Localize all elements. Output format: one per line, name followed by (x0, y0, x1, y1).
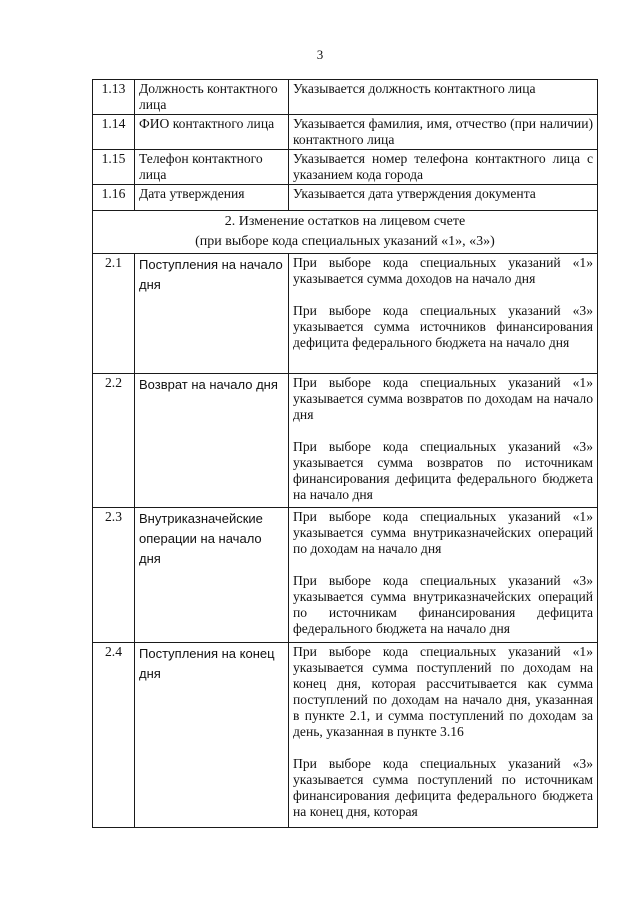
description-paragraph: При выборе кода специальных указаний «3» указывается сумма внутриказначейских операций по источникам финансирования дефицита федерального бюджета на начало дня (293, 573, 593, 636)
field-description (289, 643, 598, 828)
table-row (93, 374, 598, 508)
row-number: 1.16 (93, 185, 135, 211)
description-paragraph: При выборе кода специальных указаний «3» указывается сумма поступлений по источникам финансирования дефицита федерального бюджета на конец дня, которая (293, 756, 593, 819)
field-description: Указывается фамилия, имя, отчество (при наличии) контактного лица (289, 115, 598, 150)
field-name: Должность контактного лица (135, 80, 289, 115)
row-number: 2.3 (93, 508, 135, 643)
field-name: Внутриказначейские операции на начало дня (135, 508, 289, 643)
field-description (289, 374, 598, 508)
section-subtitle: (при выборе кода специальных указаний «1», «3») (195, 234, 495, 249)
row-number: 1.15 (93, 150, 135, 185)
field-name: Поступления на конец дня (135, 643, 289, 828)
table-row (93, 150, 598, 185)
field-description (289, 508, 598, 643)
description-paragraph: При выборе кода специальных указаний «1» указывается сумма возвратов по доходам на начало дня (293, 375, 593, 422)
table-row (93, 185, 598, 211)
section-heading (93, 211, 598, 254)
specification-table (92, 79, 598, 828)
field-name: Возврат на начало дня (135, 374, 289, 508)
table-row (93, 80, 598, 115)
row-number: 2.4 (93, 643, 135, 828)
row-number: 1.13 (93, 80, 135, 115)
table-row (93, 254, 598, 374)
row-number: 2.2 (93, 374, 135, 508)
field-description: Указывается номер телефона контактного лица с указанием кода города (289, 150, 598, 185)
field-name: Дата утверждения (135, 185, 289, 211)
description-paragraph: При выборе кода специальных указаний «1» указывается сумма поступлений по доходам на конец дня, которая рассчитывается как сумма поступлений по доходам на начало дня, указанная в пункте 2.1, и сумма поступлений по доходам за день, указанная в пункте 3.16 (293, 644, 593, 739)
section-row (93, 211, 598, 254)
row-number: 1.14 (93, 115, 135, 150)
table-row (93, 643, 598, 828)
table-row (93, 508, 598, 643)
table-row (93, 115, 598, 150)
row-number: 2.1 (93, 254, 135, 374)
field-description: Указывается дата утверждения документа (289, 185, 598, 211)
page-number: 3 (316, 47, 324, 62)
description-paragraph: При выборе кода специальных указаний «3» указывается сумма возвратов по источникам финансирования дефицита федерального бюджета на начало дня (293, 439, 593, 502)
field-name: Телефон контактного лица (135, 150, 289, 185)
description-paragraph: При выборе кода специальных указаний «3» указывается сумма источников финансирования дефицита федерального бюджета на начало дня (293, 303, 593, 350)
field-description (289, 254, 598, 374)
field-description: Указывается должность контактного лица (289, 80, 598, 115)
section-title: 2. Изменение остатков на лицевом счете (224, 214, 466, 229)
description-paragraph: При выборе кода специальных указаний «1» указывается сумма доходов на начало дня (293, 255, 593, 286)
field-name: Поступления на начало дня (135, 254, 289, 374)
description-paragraph: При выборе кода специальных указаний «1» указывается сумма внутриказначейских операций по доходам на начало дня (293, 509, 593, 556)
field-name: ФИО контактного лица (135, 115, 289, 150)
